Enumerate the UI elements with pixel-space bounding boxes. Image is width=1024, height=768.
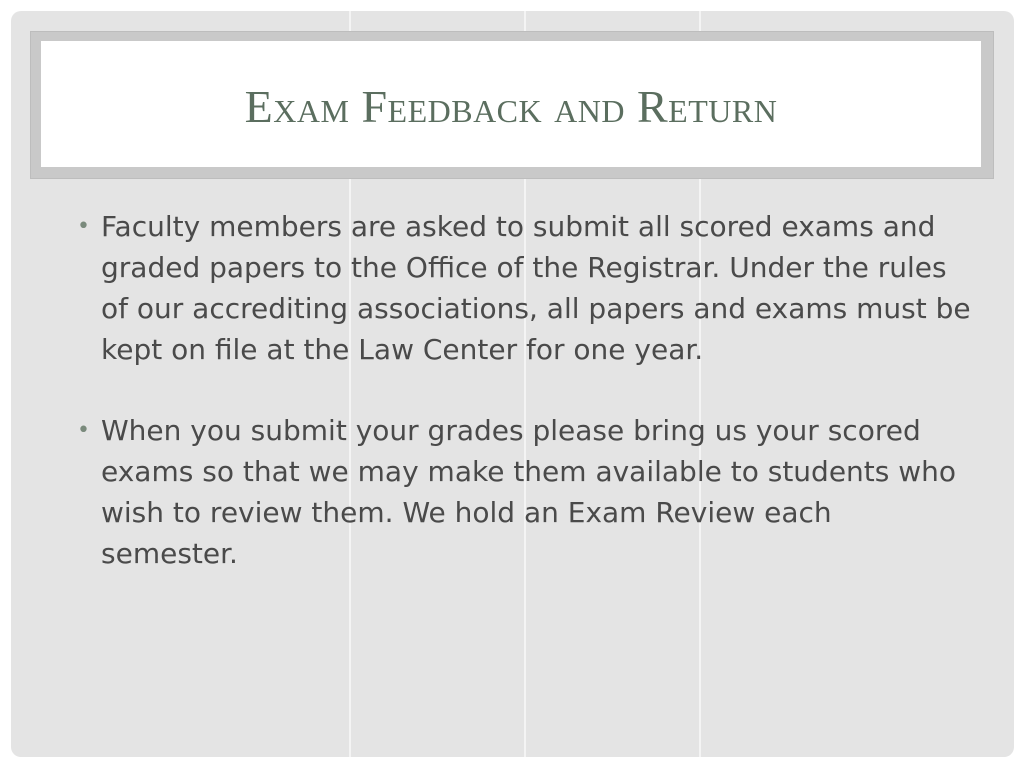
bullet-item	[73, 410, 973, 574]
bullet-item	[73, 206, 973, 370]
slide-title: Exam Feedback and Return	[244, 80, 778, 132]
slide	[11, 11, 1014, 757]
bullet-dot-icon: •	[77, 214, 90, 239]
title-box	[41, 41, 981, 167]
bullet-text: When you submit your grades please bring us your scored exams so that we may make them available to students who wish to review them. We hold an Exam Review each semester.	[101, 414, 957, 570]
bullet-dot-icon: •	[77, 418, 90, 443]
bullet-text: Faculty members are asked to submit all scored exams and graded papers to the Office of the Registrar. Under the rules of our accrediting associations, all papers and exams must be kept on file at the Law Center for one year.	[101, 210, 971, 366]
bullet-list	[73, 206, 973, 574]
